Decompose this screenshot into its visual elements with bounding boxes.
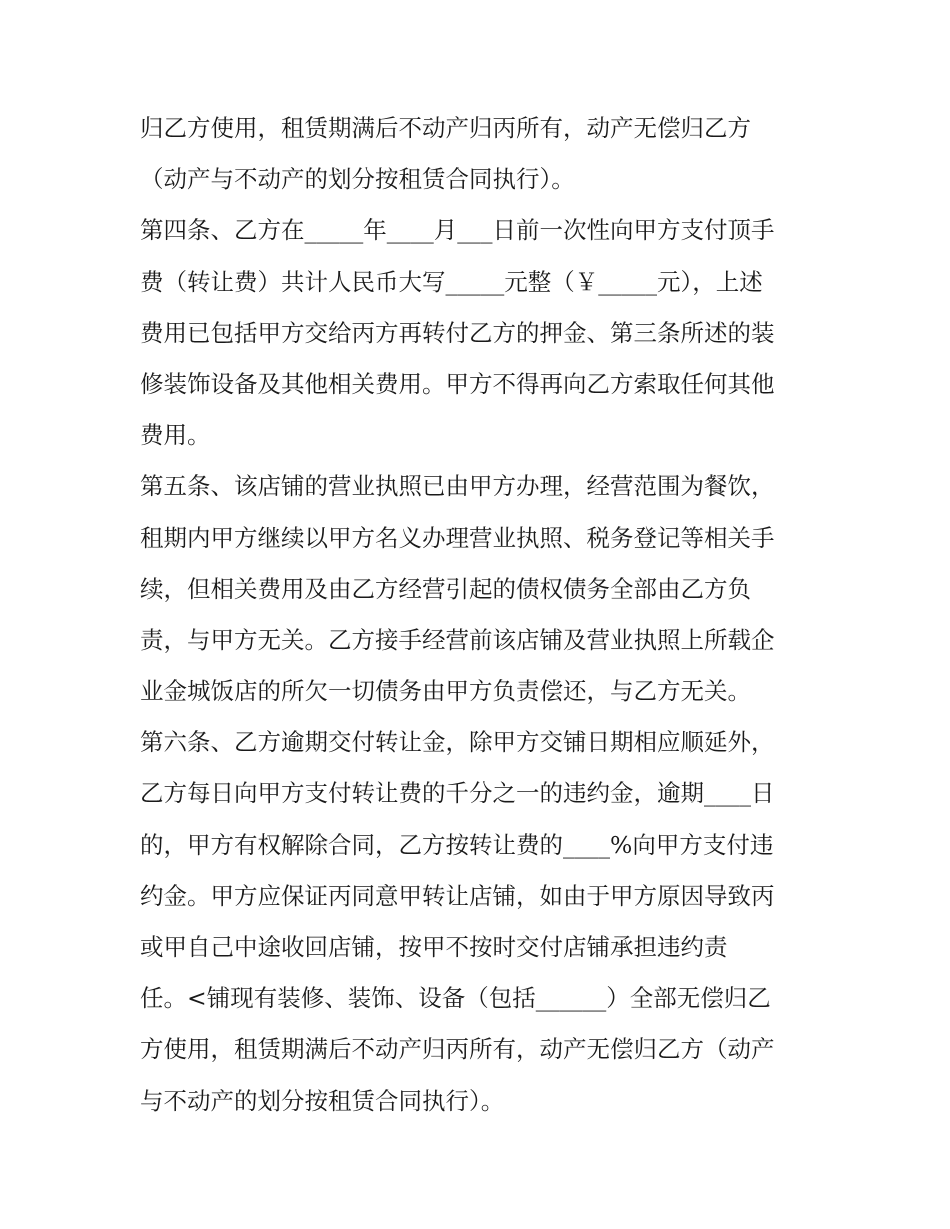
text-line: （动产与不动产的划分按租赁合同执行）。 — [140, 165, 575, 194]
text-line: 任。<铺现有装修、装饰、设备（包括______）全部无偿归乙 — [140, 984, 771, 1013]
text-line: 租期内甲方继续以甲方名义办理营业执照、税务登记等相关手 — [140, 523, 775, 552]
text-line: 方使用，租赁期满后不动产归丙所有，动产无偿归乙方（动产 — [140, 1035, 775, 1064]
text-line: 的，甲方有权解除合同，乙方按转让费的____%向甲方支付违 — [140, 830, 774, 859]
text-line: 费（转让费）共计人民币大写_____元整（￥_____元），上述 — [140, 267, 763, 296]
text-line: 与不动产的划分按租赁合同执行）。 — [140, 1086, 505, 1115]
text-line: 约金。甲方应保证丙同意甲转让店铺，如由于甲方原因导致丙 — [140, 881, 775, 910]
text-line: 归乙方使用，租赁期满后不动产归丙所有，动产无偿归乙方 — [140, 114, 751, 142]
clause-4-line: 第四条、乙方在_____年____月___日前一次性向甲方支付顶手 — [140, 216, 775, 245]
text-line: 责，与甲方无关。乙方接手经营前该店铺及营业执照上所载企 — [140, 625, 775, 654]
clause-6-line: 第六条、乙方逾期交付转让金，除甲方交铺日期相应顺延外， — [140, 728, 775, 757]
text-line: 或甲自己中途收回店铺，按甲不按时交付店铺承担违约责 — [140, 933, 728, 961]
text-line: 费用。 — [140, 421, 211, 450]
contract-text — [140, 103, 820, 1127]
text-line: 修装饰设备及其他相关费用。甲方不得再向乙方索取任何其他 — [140, 369, 775, 398]
text-line: 费用已包括甲方交给丙方再转付乙方的押金、第三条所述的装 — [140, 318, 775, 347]
text-line: 续，但相关费用及由乙方经营引起的债权债务全部由乙方负 — [140, 574, 751, 603]
text-line: 乙方每日向甲方支付转让费的千分之一的违约金，逾期____日 — [140, 779, 775, 808]
text-line: 业金城饭店的所欠一切债务由甲方负责偿还，与乙方无关。 — [140, 677, 751, 706]
clause-5-line: 第五条、该店铺的营业执照已由甲方办理，经营范围为餐饮， — [140, 472, 775, 501]
